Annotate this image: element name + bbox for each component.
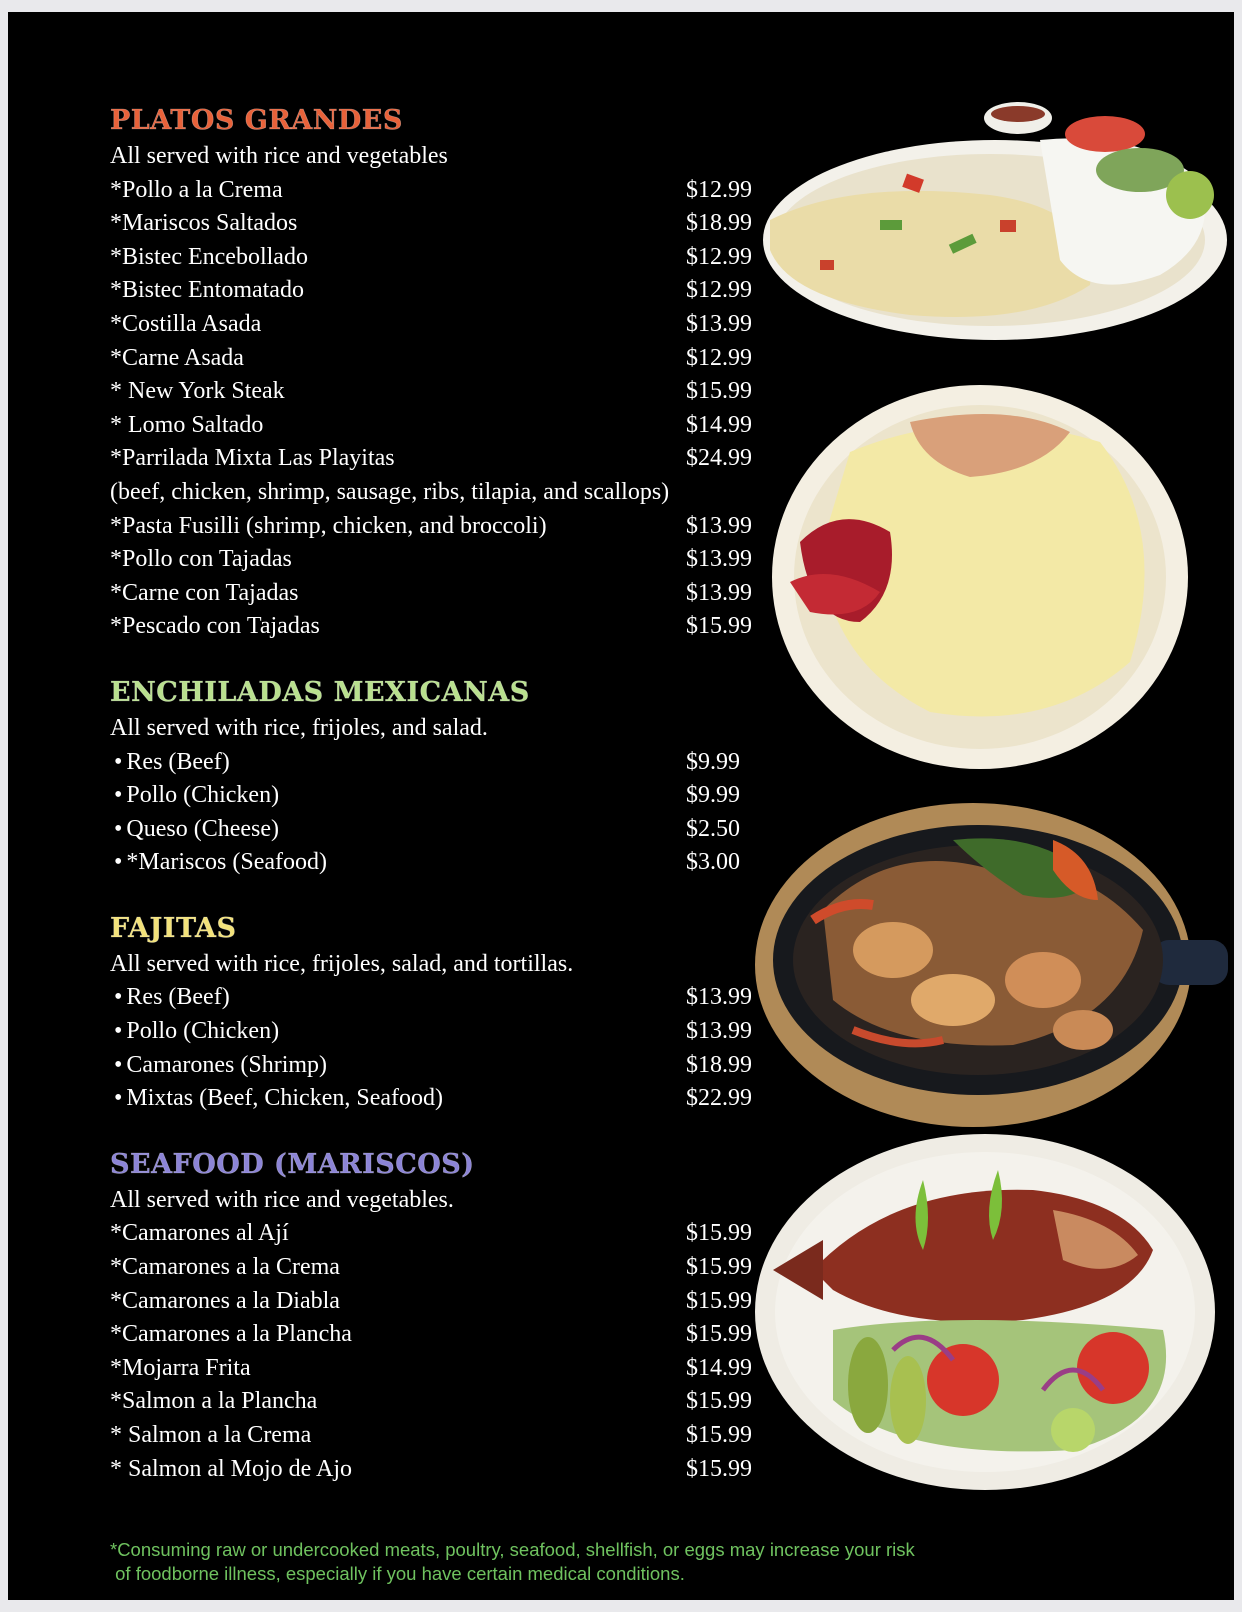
section-seafood <box>110 1148 760 1486</box>
menu-item <box>110 174 760 208</box>
item-description: (beef, chicken, shrimp, sausage, ribs, tilapia, and scallops) <box>110 478 670 505</box>
section-subtitle: All served with rice, frijoles, salad, and tortillas. <box>110 950 574 977</box>
menu-item <box>110 1318 760 1352</box>
item-price: $13.99 <box>686 984 752 1011</box>
item-price: $15.99 <box>686 1321 752 1348</box>
menu-item <box>110 1385 760 1419</box>
item-name: • Mixtas (Beef, Chicken, Seafood) <box>114 1082 443 1116</box>
item-name: * Salmon al Mojo de Ajo <box>110 1455 352 1482</box>
item-price: $12.99 <box>686 277 752 304</box>
item-price: $18.99 <box>686 210 752 237</box>
item-name: *Mariscos Saltados <box>110 210 298 237</box>
item-name: • Res (Beef) <box>114 981 230 1015</box>
item-name: *Bistec Encebollado <box>110 243 308 270</box>
menu-item <box>110 510 760 544</box>
menu-item <box>110 610 760 644</box>
menu-item <box>110 1217 760 1251</box>
menu-item <box>110 1285 760 1319</box>
item-name: *Carne Asada <box>110 344 244 371</box>
menu-item <box>110 1082 760 1116</box>
item-name: • Pollo (Chicken) <box>114 1015 279 1049</box>
menu-item <box>110 342 760 376</box>
menu-item <box>110 746 760 780</box>
menu-column <box>110 104 760 1518</box>
item-price: $12.99 <box>686 344 752 371</box>
item-price: $13.99 <box>686 310 752 337</box>
menu-item <box>110 207 760 241</box>
item-name: * Lomo Saltado <box>110 411 264 438</box>
item-price: $15.99 <box>686 1287 752 1314</box>
item-price: $15.99 <box>686 1388 752 1415</box>
menu-item <box>110 981 760 1015</box>
menu-item <box>110 779 760 813</box>
item-name: *Parrilada Mixta Las Playitas <box>110 445 395 472</box>
menu-item <box>110 1352 760 1386</box>
item-name: *Salmon a la Plancha <box>110 1388 318 1415</box>
item-name: • Camarones (Shrimp) <box>114 1049 327 1083</box>
menu-item <box>110 274 760 308</box>
item-price: $15.99 <box>686 378 752 405</box>
item-name: *Pescado con Tajadas <box>110 613 320 640</box>
item-name: *Mojarra Frita <box>110 1354 251 1381</box>
item-price: $15.99 <box>686 613 752 640</box>
dish-photo-fajitas <box>753 800 1233 1130</box>
menu-item <box>110 241 760 275</box>
item-name: *Carne con Tajadas <box>110 579 299 606</box>
item-name: * New York Steak <box>110 378 285 405</box>
item-price: $15.99 <box>686 1254 752 1281</box>
section-title: SEAFOOD (MARISCOS) <box>110 1148 475 1180</box>
section-title: PLATOS GRANDES <box>110 105 403 136</box>
item-price: $2.50 <box>686 815 740 842</box>
item-price: $3.00 <box>686 849 740 876</box>
menu-item <box>110 308 760 342</box>
section-title: ENCHILADAS MEXICANAS <box>110 676 530 708</box>
footnote-line: *Consuming raw or undercooked meats, poultry, seafood, shellfish, or eggs may increase your risk <box>110 1539 915 1560</box>
item-price: $13.99 <box>686 546 752 573</box>
item-price: $15.99 <box>686 1422 752 1448</box>
item-price: $13.99 <box>686 579 752 606</box>
item-price: $14.99 <box>686 1354 752 1381</box>
item-name: *Pollo con Tajadas <box>110 546 292 573</box>
item-name: * Salmon a la Crema <box>110 1422 312 1448</box>
menu-item <box>110 1419 760 1453</box>
menu-item <box>110 375 760 409</box>
item-name: *Bistec Entomatado <box>110 277 304 304</box>
item-name: • Queso (Cheese) <box>114 813 279 847</box>
menu-item-note <box>110 476 760 510</box>
menu-item <box>110 577 760 611</box>
item-name: *Camarones al Ají <box>110 1220 289 1247</box>
section-fajitas <box>110 912 760 1116</box>
section-subtitle: All served with rice, frijoles, and salad. <box>110 714 488 741</box>
section-enchiladas-mexicanas <box>110 676 760 880</box>
section-platos-grandes <box>110 104 760 644</box>
menu-item <box>110 409 760 443</box>
item-price: $14.99 <box>686 411 752 438</box>
menu-item <box>110 846 760 880</box>
item-price: $12.99 <box>686 243 752 270</box>
section-subtitle: All served with rice and vegetables <box>110 143 448 169</box>
item-name: *Camarones a la Crema <box>110 1254 340 1281</box>
menu-item <box>110 543 760 577</box>
menu-item <box>110 1251 760 1285</box>
item-price: $24.99 <box>686 445 752 472</box>
menu-item <box>110 442 760 476</box>
item-name: *Pollo a la Crema <box>110 176 283 203</box>
item-name: *Camarones a la Plancha <box>110 1321 352 1348</box>
menu-item <box>110 1453 760 1487</box>
item-price: $13.99 <box>686 1018 752 1045</box>
item-price: $9.99 <box>686 748 740 775</box>
section-title: FAJITAS <box>110 912 237 944</box>
food-safety-footnote <box>110 1538 915 1586</box>
item-price: $9.99 <box>686 782 740 809</box>
item-name: *Costilla Asada <box>110 310 262 337</box>
footnote-line: of foodborne illness, especially if you have certain medical conditions. <box>110 1563 685 1584</box>
item-price: $15.99 <box>686 1220 752 1247</box>
dish-photo-pollo-crema <box>760 100 1234 360</box>
dish-photo-mojarra <box>753 1130 1223 1495</box>
item-price: $12.99 <box>686 176 752 203</box>
section-subtitle: All served with rice and vegetables. <box>110 1186 454 1213</box>
dish-photo-enchiladas <box>770 382 1190 772</box>
item-price: $18.99 <box>686 1051 752 1078</box>
item-price: $15.99 <box>686 1455 752 1482</box>
item-name: *Pasta Fusilli (shrimp, chicken, and broccoli) <box>110 512 547 539</box>
menu-page <box>8 12 1234 1600</box>
item-name: *Camarones a la Diabla <box>110 1287 340 1314</box>
menu-item <box>110 1015 760 1049</box>
menu-item <box>110 1049 760 1083</box>
item-price: $22.99 <box>686 1085 752 1112</box>
item-name: • Res (Beef) <box>114 746 230 780</box>
menu-item <box>110 813 760 847</box>
item-name: • *Mariscos (Seafood) <box>114 846 327 880</box>
item-name: • Pollo (Chicken) <box>114 779 279 813</box>
item-price: $13.99 <box>686 512 752 539</box>
